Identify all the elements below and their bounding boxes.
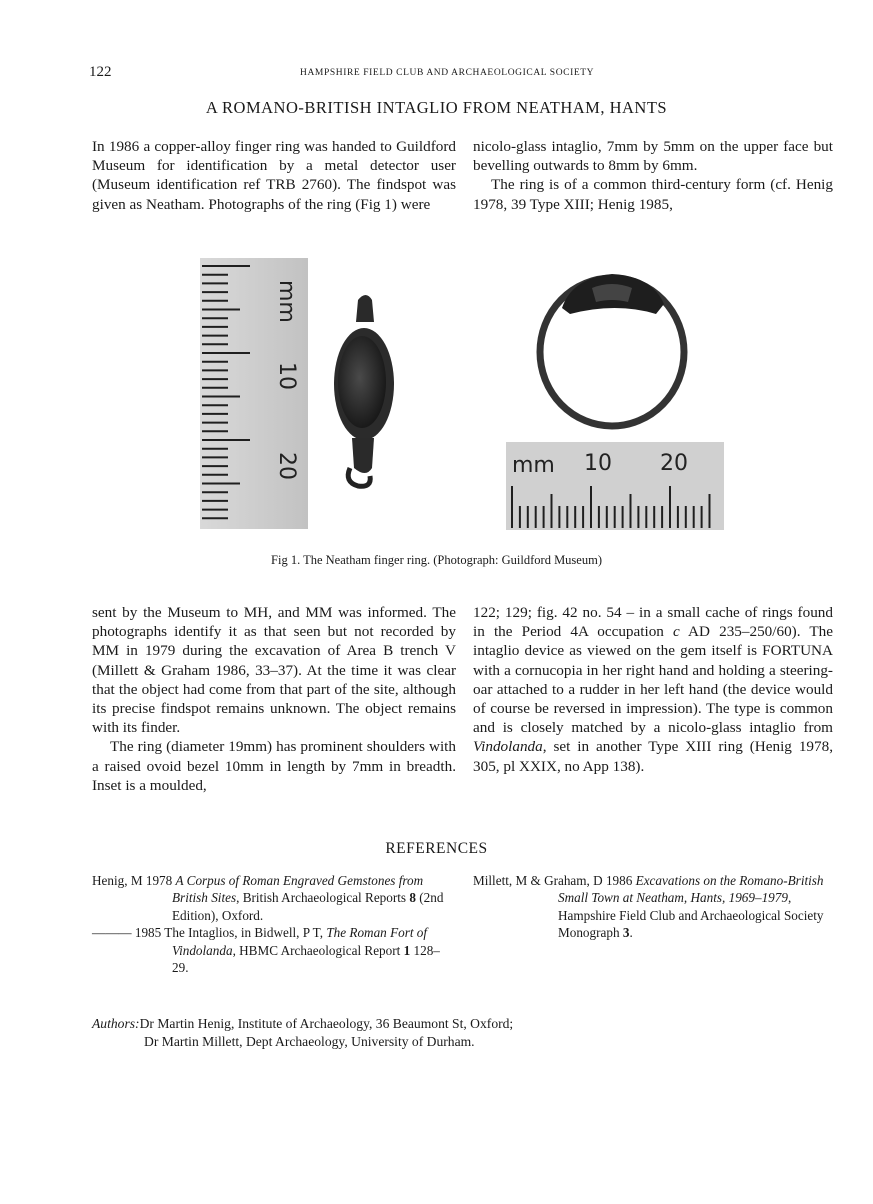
ref-volume: 1 [403, 942, 411, 958]
ref-dash: ——— [92, 925, 132, 941]
figure-caption: Fig 1. The Neatham finger ring. (Photograph: Guildford Museum) [271, 553, 602, 567]
column-1-top [92, 137, 456, 214]
ref-title: The Roman Fort of Vindolanda [172, 925, 428, 958]
paragraph: sent by the Museum to MH, and MM was informed. The photographs identify it as that seen but not recorded by MM in 1979 during the excavation of Area B trench V (Millett & Graham 1986, 33–37). At the time it was clear that the object had come from that part of the site, although its precise findspot remains unknown. The object remains with its finder. [92, 604, 456, 737]
figure-photo [200, 258, 724, 530]
ref-volume: 3 [622, 925, 630, 941]
scale-unit-right: mm [512, 453, 555, 478]
references-col-1 [92, 872, 454, 976]
ref-text: , British Archaeological Reports [236, 890, 410, 906]
scale-unit-left: mm [274, 280, 299, 323]
text-run: 122; 129; fig. 42 no. 54 – in a small cache of rings found in the Period 4A occupation [473, 604, 833, 641]
ref-text: (2nd Edition), Oxford. [172, 890, 444, 923]
text-run-italic: c [673, 623, 680, 641]
references-col-2 [473, 872, 833, 942]
running-title: HAMPSHIRE FIELD CLUB AND ARCHAEOLOGICAL SOCIETY [300, 68, 595, 78]
paragraph: nicolo-glass intaglio, 7mm by 5mm on the upper face but bevelling outwards to 8mm by 6mm. [473, 138, 833, 175]
authors-label: Authors: [92, 1016, 140, 1031]
paragraph: In 1986 a copper-alloy finger ring was handed to Guildford Museum for identification by a metal detector user (Museum identification ref TRB 2760). The findspot was given as Neatham. Photographs of the ring (Fig 1) were [92, 138, 456, 213]
paragraph [473, 603, 833, 776]
site-name: Vindolanda [473, 738, 543, 756]
column-2-top [473, 137, 833, 214]
ring-side-view [540, 274, 684, 426]
ref-author: Henig, M 1978 [92, 873, 176, 888]
page-number: 122 [89, 64, 112, 80]
authors-line-1 [92, 1015, 513, 1033]
reference-millett-1986 [473, 872, 833, 942]
scale-tick-label-10-left: 10 [274, 362, 299, 390]
ref-text: 128–29. [172, 942, 440, 976]
scale-bar-left [200, 258, 308, 529]
ref-volume: 8 [409, 890, 416, 906]
paragraph: The ring is of a common third-century form (cf. Henig 1978, 39 Type XIII; Henig 1985, [473, 176, 833, 213]
scale-bar-right [506, 442, 724, 530]
ref-title: A Corpus of Roman Engraved Gemstones from British Sites [172, 873, 424, 906]
scale-tick-label-20-left: 20 [274, 452, 299, 480]
ring-top-view [334, 295, 394, 486]
text-run: , set in another Type XIII ring (Henig 1978, 305, pl XXIX, no App 138). [473, 738, 833, 775]
ref-text: . [629, 925, 633, 941]
paragraph: The ring (diameter 19mm) has prominent shoulders with a raised ovoid bezel 10mm in length by 7mm in breadth. Inset is a moulded, [92, 738, 456, 794]
author-millett: Dr Martin Millett, Dept Archaeology, University of Durham. [144, 1034, 475, 1050]
author-henig: Dr Martin Henig, Institute of Archaeology, 36 Beaumont St, Oxford; [139, 1016, 514, 1031]
article-title: A ROMANO-BRITISH INTAGLIO FROM NEATHAM, HANTS [205, 98, 668, 117]
authors-block [92, 1015, 513, 1051]
ref-text: , HBMC Archaeological Report [232, 942, 404, 958]
ref-text: , Hampshire Field Club and Archaeological Society Monograph [558, 890, 824, 941]
reference-henig-1978 [92, 872, 454, 924]
column-1-bottom [92, 603, 456, 795]
ref-title: Excavations on the Romano-British Small Town at Neatham, Hants, 1969–1979 [558, 873, 824, 906]
text-run: AD 235–250/60). The intaglio device as viewed on the gem itself is FORTUNA with a cornucopia in her right hand and holding a steering-oar attached to a rudder in her left hand (the device would of course be reversed in impression). The type is common and is closely matched by a nicolo-glass intaglio from [473, 623, 833, 737]
references-heading: REFERENCES [385, 840, 488, 857]
scale-tick-label-20-right: 20 [660, 451, 688, 476]
column-2-bottom [473, 603, 833, 776]
ref-author: Millett, M & Graham, D 1986 [473, 873, 636, 888]
ring-photograph [200, 258, 724, 530]
reference-henig-1985 [92, 924, 454, 976]
scale-tick-label-10-right: 10 [584, 451, 612, 476]
ref-text: 1985 The Intaglios, in Bidwell, P T, [131, 925, 327, 941]
